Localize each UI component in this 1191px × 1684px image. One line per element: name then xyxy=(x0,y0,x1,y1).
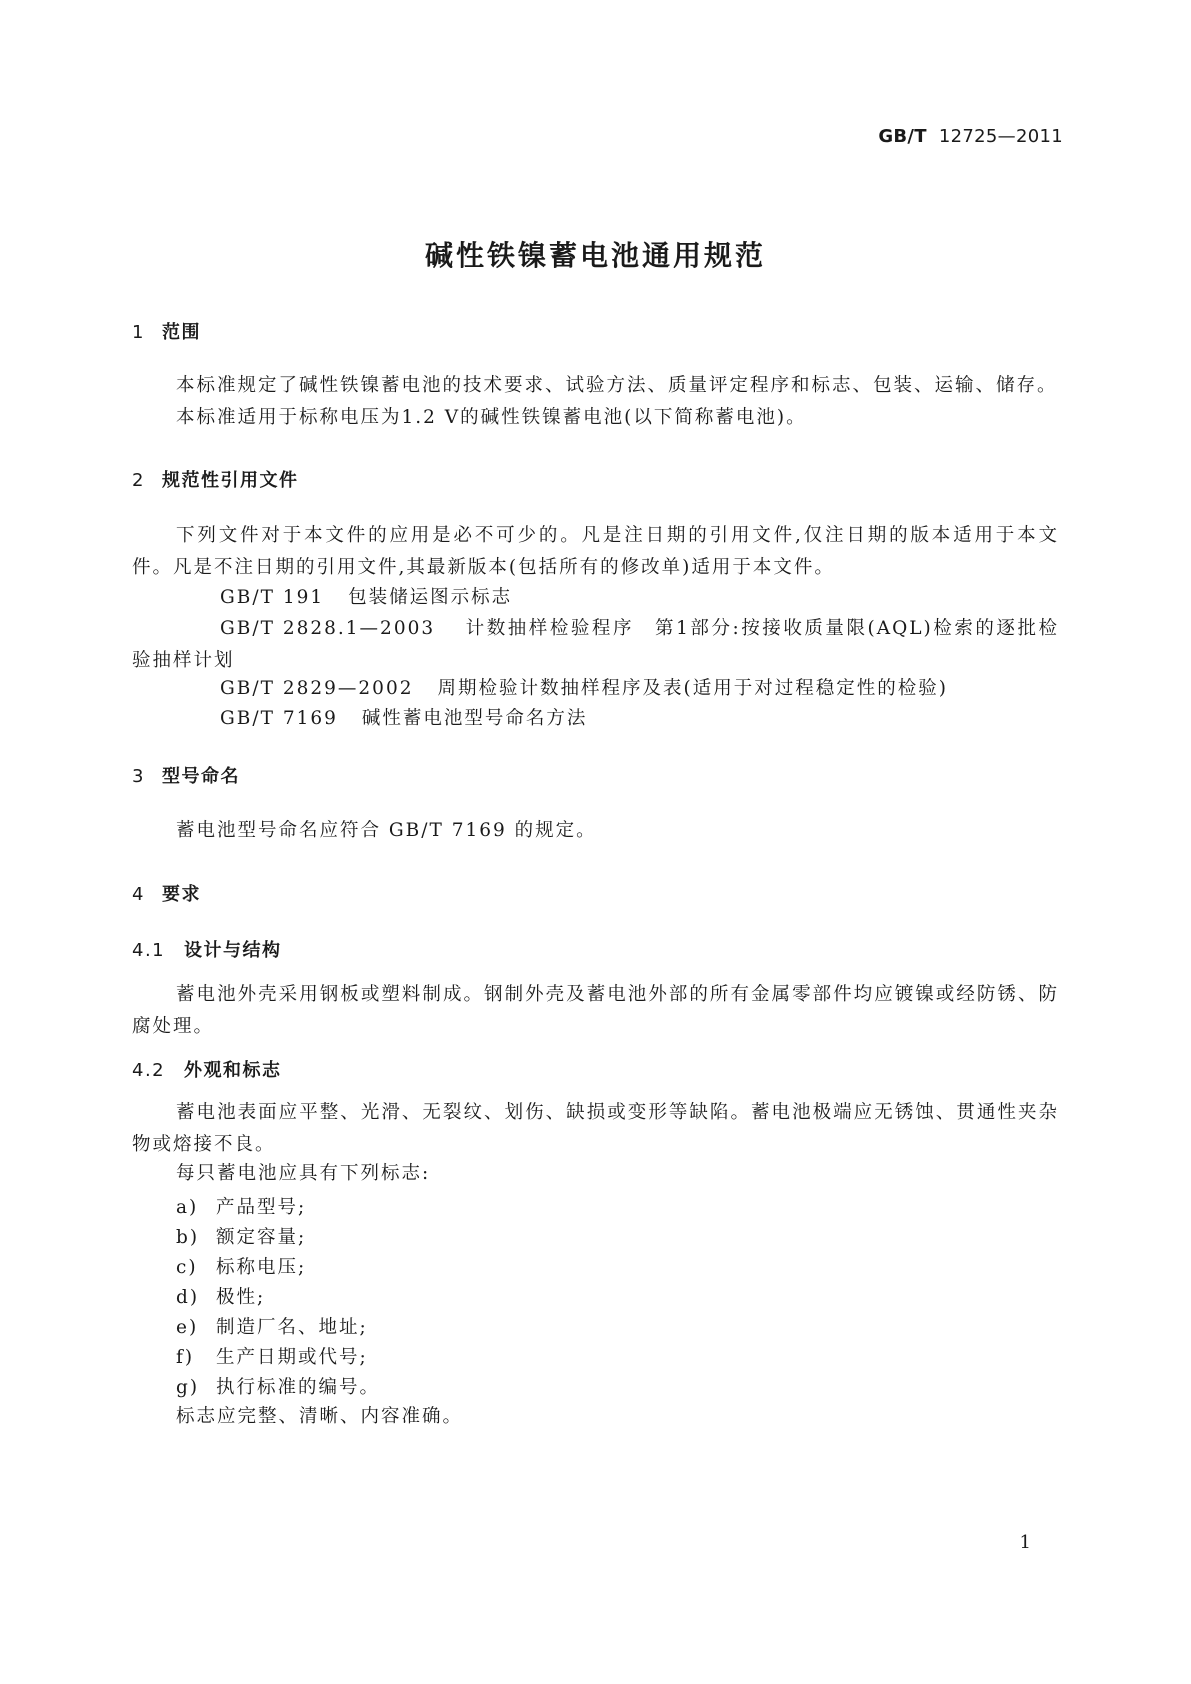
paragraph: 蓄电池外壳采用钢板或塑料制成。钢制外壳及蓄电池外部的所有金属零部件均应镀镍或经防锈、防腐处理。 xyxy=(132,984,1059,1037)
document-title: 碱性铁镍蓄电池通用规范 xyxy=(424,239,766,272)
standard-code-number: 12725—2011 xyxy=(938,126,1063,147)
section-heading-3: 3 型号命名 xyxy=(132,766,240,787)
list-item: f) 生产日期或代号; xyxy=(176,1347,368,1368)
section-heading-4: 4 要求 xyxy=(132,884,201,905)
list-item: d) 极性; xyxy=(176,1287,266,1308)
paragraph: 下列文件对于本文件的应用是必不可少的。凡是注日期的引用文件,仅注日期的版本适用于本文件。凡是不注日期的引用文件,其最新版本(包括所有的修改单)适用于本文件。 xyxy=(132,525,1059,578)
paragraph: 蓄电池表面应平整、光滑、无裂纹、划伤、缺损或变形等缺陷。蓄电池极端应无锈蚀、贯通性夹杂物或熔接不良。 xyxy=(132,1102,1059,1155)
paragraph: 蓄电池型号命名应符合 GB/T 7169 的规定。 xyxy=(176,820,597,841)
subsection-heading-4-1: 4.1 设计与结构 xyxy=(132,940,282,961)
list-item: g) 执行标准的编号。 xyxy=(176,1377,381,1398)
standard-code-prefix: GB/T xyxy=(878,126,927,147)
reference-item: GB/T 191 包装储运图示标志 xyxy=(220,587,513,608)
reference-item: GB/T 2829—2002 周期检验计数抽样程序及表(适用于对过程稳定性的检验) xyxy=(220,678,948,699)
subsection-heading-4-2: 4.2 外观和标志 xyxy=(132,1060,282,1081)
paragraph: 本标准规定了碱性铁镍蓄电池的技术要求、试验方法、质量评定程序和标志、包装、运输、储存。 xyxy=(176,375,1058,396)
list-item: e) 制造厂名、地址; xyxy=(176,1317,368,1338)
reference-item: GB/T 7169 碱性蓄电池型号命名方法 xyxy=(220,708,588,729)
list-item: b) 额定容量; xyxy=(176,1227,307,1248)
paragraph: 本标准适用于标称电压为1.2 V的碱性铁镍蓄电池(以下简称蓄电池)。 xyxy=(176,407,807,428)
page-number: 1 xyxy=(1019,1532,1031,1553)
paragraph: 标志应完整、清晰、内容准确。 xyxy=(176,1406,464,1427)
standard-code xyxy=(878,126,1063,147)
paragraph: 每只蓄电池应具有下列标志: xyxy=(176,1163,431,1184)
section-heading-1: 1 范围 xyxy=(132,322,201,343)
list-item: a) 产品型号; xyxy=(176,1197,307,1218)
section-heading-2: 2 规范性引用文件 xyxy=(132,470,299,491)
list-item: c) 标称电压; xyxy=(176,1257,307,1278)
reference-item: GB/T 2828.1—2003 计数抽样检验程序 第1部分:按接收质量限(AQL)检索的逐批检验抽样计划 xyxy=(132,618,1059,671)
